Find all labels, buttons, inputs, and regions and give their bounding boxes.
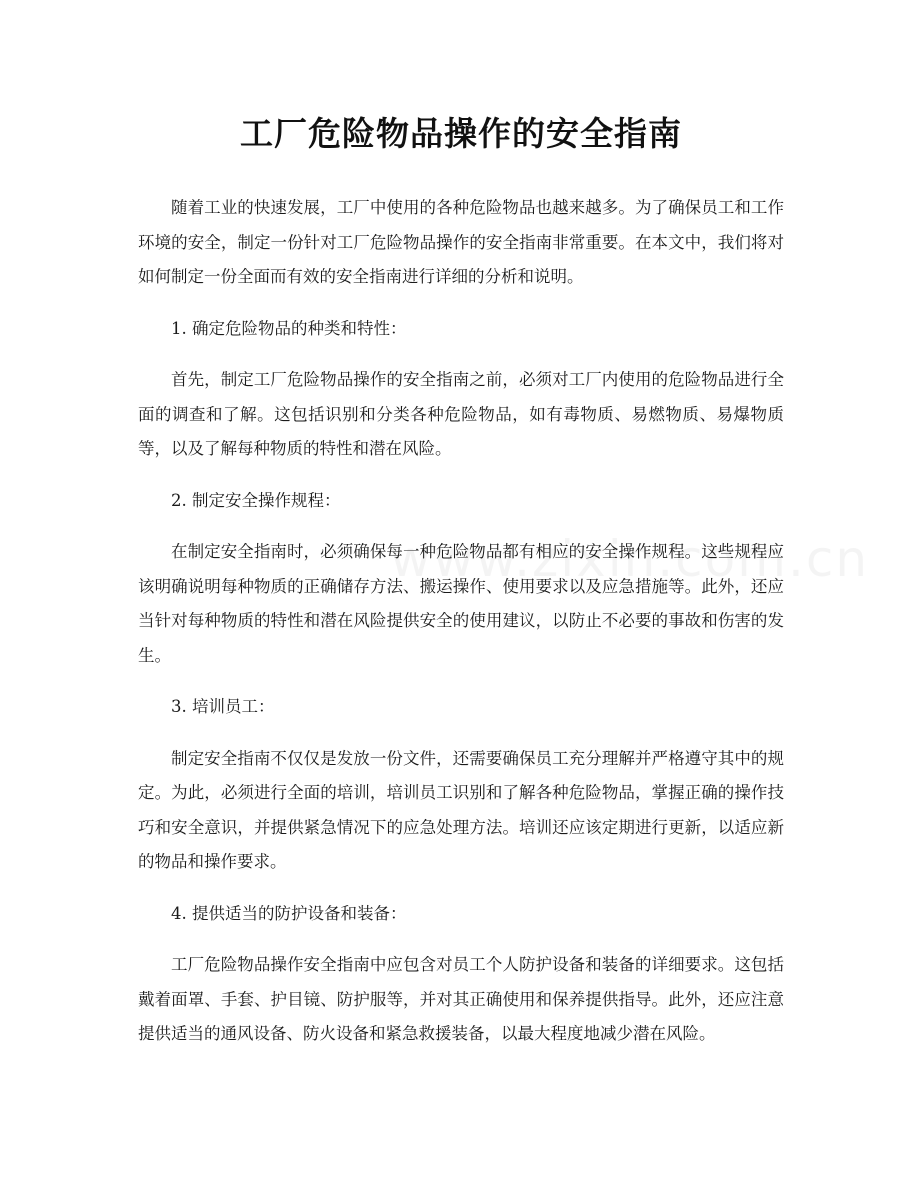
- intro-paragraph: 随着工业的快速发展，工厂中使用的各种危险物品也越来越多。为了确保员工和工作环境的安全，制定一份针对工厂危险物品操作的安全指南非常重要。在本文中，我们将对如何制定一份全面而有效的安全指南进行详细的分析和说明。: [138, 198, 784, 286]
- section-paragraph-1: 首先，制定工厂危险物品操作的安全指南之前，必须对工厂内使用的危险物品进行全面的调查和了解。这包括识别和分类各种危险物品，如有毒物质、易燃物质、易爆物质等，以及了解每种物质的特性和潜在风险。: [138, 370, 784, 458]
- section-heading-1: 1. 确定危险物品的种类和特性：: [171, 318, 407, 338]
- section-paragraph-3: 制定安全指南不仅仅是发放一份文件，还需要确保员工充分理解并严格遵守其中的规定。为此，必须进行全面的培训，培训员工识别和了解各种危险物品，掌握正确的操作技巧和安全意识，并提供紧急情况下的应急处理方法。培训还应该定期进行更新，以适应新的物品和操作要求。: [138, 748, 784, 871]
- section-heading-2: 2. 制定安全操作规程：: [171, 490, 341, 510]
- document-title: 工厂危险物品操作的安全指南: [240, 114, 682, 153]
- section-heading-4: 4. 提供适当的防护设备和装备：: [171, 903, 407, 923]
- section-paragraph-4: 工厂危险物品操作安全指南中应包含对员工个人防护设备和装备的详细要求。这包括戴着面罩、手套、护目镜、防护服等，并对其正确使用和保养提供指导。此外，还应注意提供适当的通风设备、防火设备和紧急救援装备，以最大程度地减少潜在风险。: [138, 955, 784, 1043]
- document-page: [138, 112, 784, 1069]
- section-heading-3: 3. 培训员工：: [171, 697, 275, 716]
- section-paragraph-2: 在制定安全指南时，必须确保每一种危险物品都有相应的安全操作规程。这些规程应该明确说明每种物质的正确储存方法、搬运操作、使用要求以及应急措施等。此外，还应当针对每种物质的特性和潜在风险提供安全的使用建议，以防止不必要的事故和伤害的发生。: [138, 542, 784, 665]
